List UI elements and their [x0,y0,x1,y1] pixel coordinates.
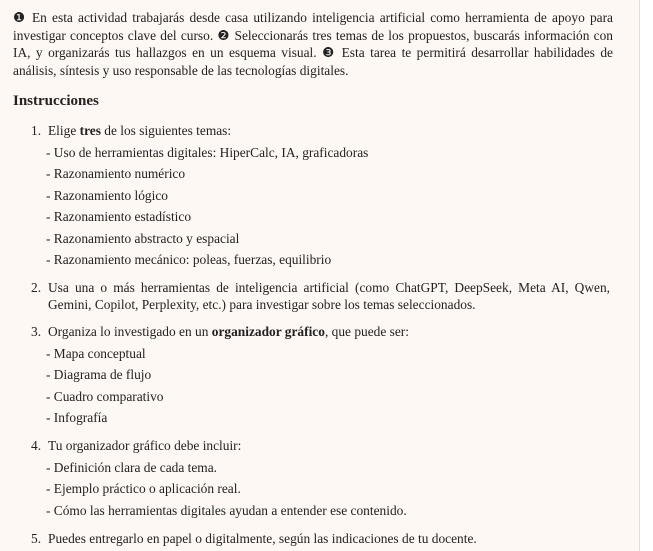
item-1-bold: tres [79,123,101,138]
item-3-number: 3. [31,324,42,339]
item-5-text: Puedes entregarlo en papel o digitalmente, según las indicaciones de tu docente. [48,531,477,546]
list-item: - Infografía [46,410,108,425]
list-item: - Ejemplo práctico o aplicación real. [46,481,241,496]
intro-sentence-2: Seleccionarás tres temas de los propuestos, buscarás información con IA, y organizarás tus hallazgos en un esquema visual. [13,27,613,60]
item-4-number: 4. [31,438,42,453]
item-1-number: 1. [31,123,42,138]
list-item: - Uso de herramientas digitales: HiperCalc, IA, graficadoras [46,145,369,160]
item-3-bold: organizador gráfico [211,324,325,339]
list-item: - Cuadro comparativo [46,389,164,404]
list-item: - Razonamiento abstracto y espacial [46,231,240,246]
intro-paragraph [13,9,613,79]
item-1-text: Elige tres de los siguientes temas: [48,123,232,138]
list-item: - Razonamiento lógico [46,188,168,203]
number-one-marker: ❶ [13,10,27,25]
instructions-heading: Instrucciones [13,93,99,109]
intro-sentence-3: Esta tarea te permitirá desarrollar habilidades de análisis, síntesis y uso responsable de las tecnologías digitales. [13,45,613,78]
list-item: - Cómo las herramientas digitales ayudan a entender ese contenido. [46,503,407,518]
list-item: - Definición clara de cada tema. [46,460,218,475]
item-4-text: Tu organizador gráfico debe incluir: [48,438,242,453]
item-3-text: Organiza lo investigado en un organizador gráfico, que puede ser: [48,324,409,339]
item-2-text: Usa una o más herramientas de inteligencia artificial (como ChatGPT, DeepSeek, Meta AI, Qwen, Gemini, Copilot, Perplexity, etc.) para investigar sobre los temas seleccionados. [48,280,610,312]
list-item: - Razonamiento estadístico [46,209,192,224]
number-two-marker: ❷ [217,27,231,43]
list-item: - Razonamiento numérico [46,166,186,181]
item-5-number: 5. [31,531,42,546]
list-item: - Diagrama de flujo [46,367,152,382]
item-2-number: 2. [31,280,42,295]
list-item: - Razonamiento mecánico: poleas, fuerzas, equilibrio [46,252,332,267]
list-item: - Mapa conceptual [46,346,146,361]
intro-sentence-1: En esta actividad trabajarás desde casa utilizando inteligencia artificial como herramienta de apoyo para investigar conceptos clave del curso. [13,10,613,43]
number-three-marker: ❸ [322,45,337,60]
